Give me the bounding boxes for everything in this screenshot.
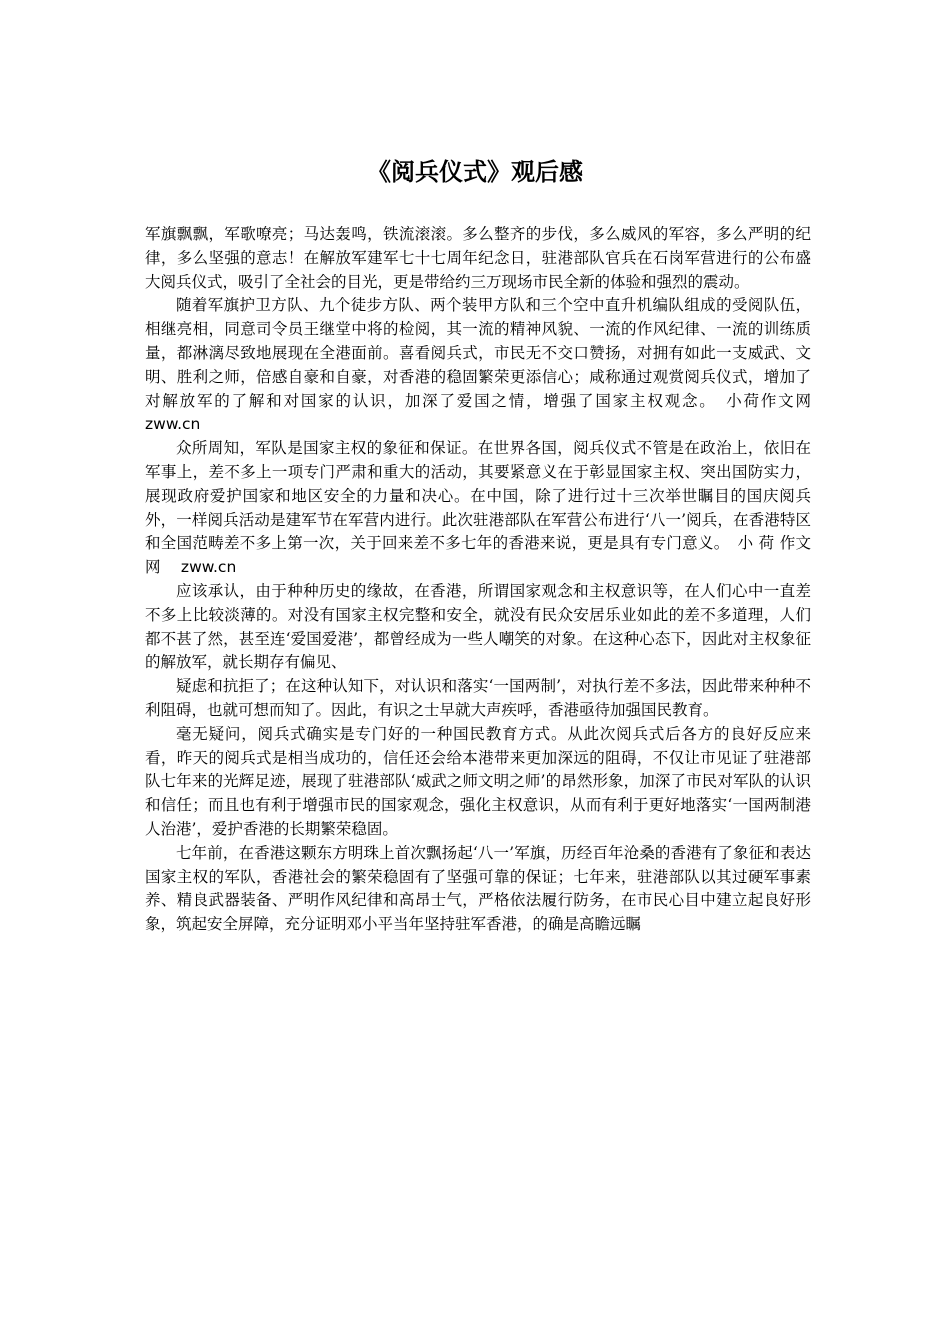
document-title: 《阅兵仪式》观后感: [367, 158, 583, 186]
paragraph-1: [145, 223, 811, 294]
paragraph-4: [145, 580, 811, 675]
paragraph-text: 七年前，在香港这颗东方明珠上首次飘扬起‘八一’军旗，历经百年沧桑的香港有了象征和表达国家主权的军队，香港社会的繁荣稳固有了坚强可靠的保证；七年来，驻港部队以其过硬军事素养、精良武器装备、严明作风纪律和高昂士气，严格依法履行防务，在市民心目中建立起良好形象，筑起安全屏障，充分证明邓小平当年坚持驻军香港，的确是高瞻远瞩: [145, 843, 811, 934]
paragraph-3: [145, 437, 811, 580]
site-watermark: 小荷作文网 zww.cn: [145, 391, 832, 434]
paragraph-5: [145, 675, 811, 723]
paragraph-text: 疑虑和抗拒了；在这种认知下，对认识和落实‘一国两制’，对执行差不多法，因此带来种种不利阻碍，也就可想而知了。因此，有识之士早就大声疾呼，香港亟待加强国民教育。: [145, 677, 811, 719]
document-body: [145, 223, 832, 937]
paragraph-text: 应该承认，由于种种历史的缘故，在香港，所谓国家观念和主权意识等，在人们心中一直差不多上比较淡薄的。对没有国家主权完整和安全，就没有民众安居乐业如此的差不多道理，人们都不甚了然，甚至连‘爱国爱港’，都曾经成为一些人嘲笑的对象。在这种心态下，因此对主权象征的解放军，就长期存有偏见、: [145, 581, 811, 672]
paragraph-text: 军旗飘飘，军歌嘹亮；马达轰鸣，铁流滚滚。多么整齐的步伐，多么威风的军容，多么严明的纪律，多么坚强的意志！在解放军建军七十七周年纪念日，驻港部队官兵在石岗军营进行的公布盛大阅兵仪式，吸引了全社会的目光，更是带给约三万现场市民全新的体验和强烈的震动。: [145, 225, 811, 291]
paragraph-text: 毫无疑问，阅兵式确实是专门好的一种国民教育方式。从此次阅兵式后各方的良好反应来看，昨天的阅兵式是相当成功的，信任还会给本港带来更加深远的阻碍，不仅让市见证了驻港部队七年来的光辉足迹，展现了驻港部队‘威武之师文明之师’的昂然形象，加深了市民对军队的认识和信任；而且也有利于增强市民的国家观念，强化主权意识，从而有利于更好地落实‘一国两制港人治港’，爱护香港的长期繁荣稳固。: [145, 724, 811, 838]
paragraph-text: 随着军旗护卫方队、九个徒步方队、两个装甲方队和三个空中直升机编队组成的受阅队伍，相继亮相，同意司令员王继堂中将的检阅，其一流的精神风貌、一流的作风纪律、一流的训练质量，都淋漓尽致地展现在全港面前。喜看阅兵式，市民无不交口赞扬，对拥有如此一支威武、文明、胜利之师，倍感自豪和自豪，对香港的稳固繁荣更添信心；咸称通过观赏阅兵仪式，增加了对解放军的了解和对国家的认识，加深了爱国之情，增强了国家主权观念。: [145, 296, 811, 410]
paragraph-7: [145, 842, 811, 937]
site-watermark: 小 荷 作文网 zww.cn: [145, 534, 811, 577]
paragraph-6: [145, 723, 811, 842]
paragraph-2: [145, 294, 832, 437]
paragraph-text: 众所周知，军队是国家主权的象征和保证。在世界各国，阅兵仪式不管是在政治上，依旧在军事上，差不多上一项专门严肃和重大的活动，其要紧意义在于彰显国家主权、突出国防实力，展现政府爱护国家和地区安全的力量和决心。在中国，除了进行过十三次举世瞩目的国庆阅兵外，一样阅兵活动是建军节在军营内进行。此次驻港部队在军营公布进行‘八一’阅兵，在香港特区和全国范畴差不多上第一次，关于回来差不多七年的香港来说，更是具有专门意义。: [145, 439, 811, 553]
